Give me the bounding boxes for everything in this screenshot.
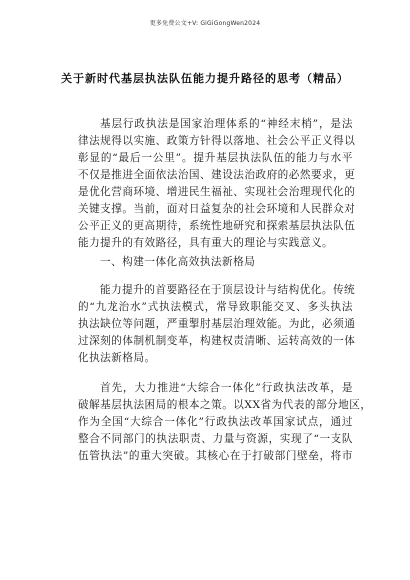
body-line: 不仅是推进全面依法治国、建设法治政府的必然要求，更 [78, 169, 356, 181]
body-line: 首先，大力推进“大综合一体化”行政执法改革，是 [100, 382, 353, 394]
body-line: 过深刻的体制机制变革，构建权责清晰、运转高效的一体 [78, 335, 356, 347]
body-line: 执法缺位等问题，严重掣肘基层治理效能。为此，必须通 [78, 318, 356, 330]
body-line: 是优化营商环境、增进民生福祉、实现社会治理现代化的 [78, 186, 356, 198]
body-line: 化执法新格局。 [78, 352, 156, 364]
header-note: 更多免费公文+V: GiGiGongWen2024 [149, 20, 261, 27]
body-line: 关键支撑。当前，面对日益复杂的社会环境和人民群众对 [78, 203, 356, 215]
document-title: 关于新时代基层执法队伍能力提升路径的思考（精品） [61, 72, 349, 85]
body-line: 的“九龙治水”式执法模式，常导致职能交叉、多头执法 [78, 301, 353, 313]
body-line: 伍管执法”的重大突破。其核心在于打破部门壁垒，将市 [78, 450, 353, 462]
body-line: 能力提升的首要路径在于顶层设计与结构优化。传统 [100, 284, 356, 296]
body-line: 彰显的“最后一公里”。提升基层执法队伍的能力与水平 [78, 152, 353, 164]
body-line: 基层行政执法是国家治理体系的“神经末梢”，是法 [100, 118, 353, 130]
body-line: 破解基层执法困局的根本之策。以XX省为代表的部分地区， [78, 399, 372, 411]
body-line: 整合不同部门的执法职责、力量与资源，实现了“一支队 [78, 433, 353, 445]
body-line: 作为全国“大综合一体化”行政执法改革国家试点，通过 [78, 416, 353, 428]
body-line: 能力提升的有效路径，具有重大的理论与实践意义。 [78, 237, 334, 249]
body-line: 律法规得以实施、政策方针得以落地、社会公平正义得以 [78, 135, 356, 147]
body-line: 公平正义的更高期待，系统性地研究和探索基层执法队伍 [78, 220, 356, 232]
section-heading: 一、构建一体化高效执法新格局 [100, 256, 256, 268]
